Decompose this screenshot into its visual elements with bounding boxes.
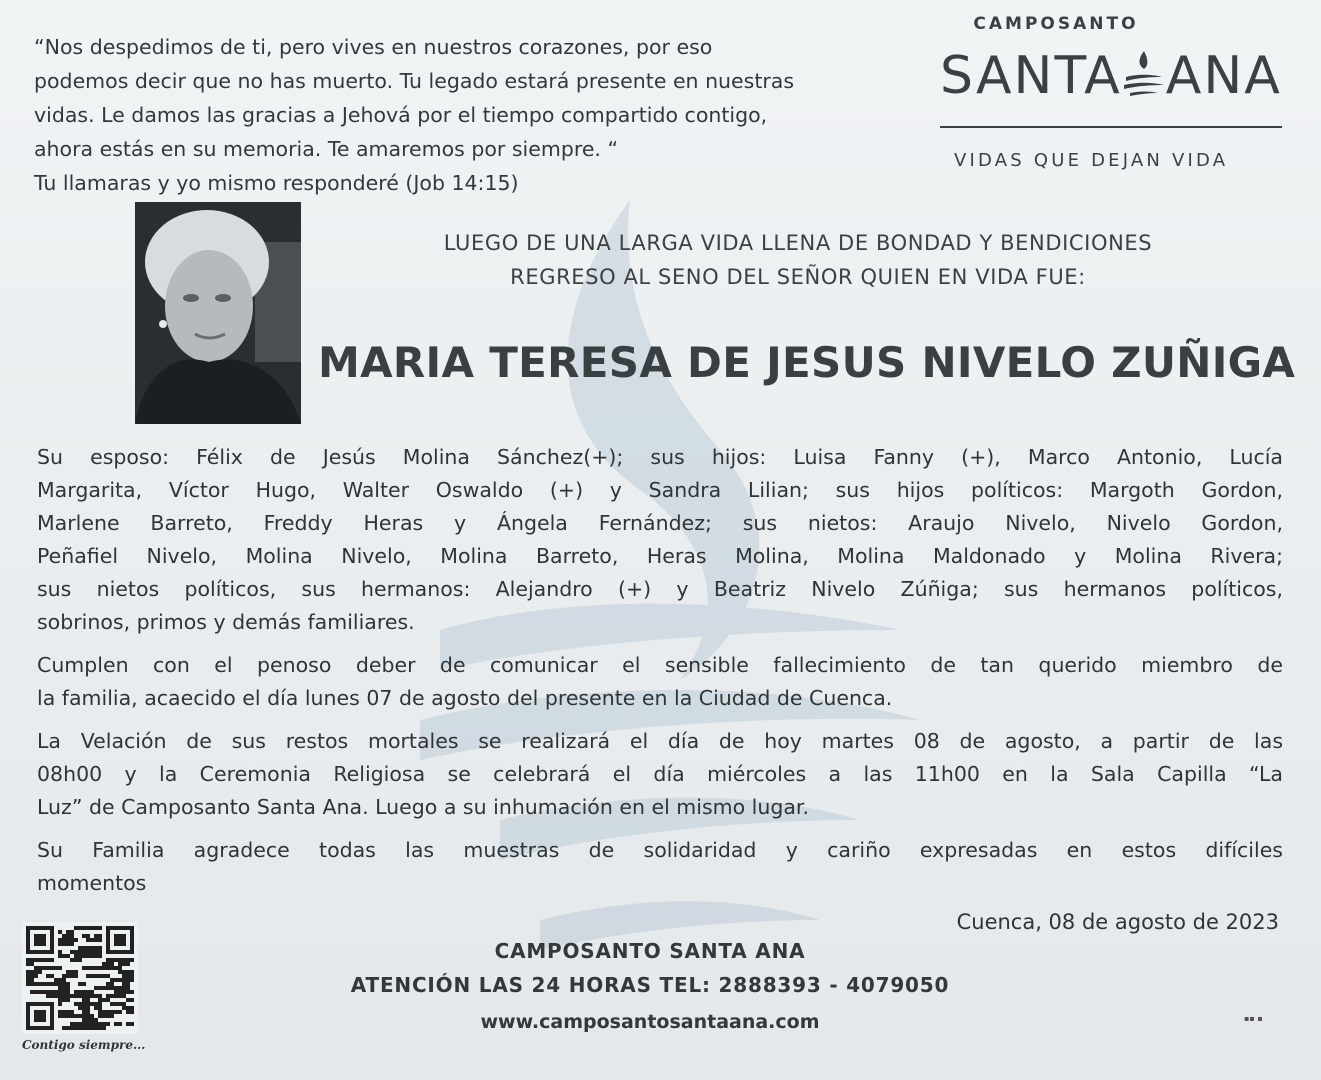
body-line: 08h00 y la Ceremonia Religiosa se celebrará el día miércoles a las 11h00 en la Sala Capilla “La <box>37 762 1283 786</box>
intro-line: REGRESO AL SENO DEL SEÑOR QUIEN EN VIDA FUE: <box>510 265 1086 289</box>
quote-line: Tu llamaras y yo mismo responderé (Job 14:15) <box>34 171 519 195</box>
logo-slogan: VIDAS QUE DEJAN VIDA <box>954 150 1229 171</box>
logo-wordmark <box>940 46 1282 106</box>
qr-caption: Contigo siempre... <box>22 1038 146 1052</box>
obituary-body <box>37 441 1283 910</box>
footer-website-link[interactable]: www.camposantosantaana.com <box>480 1011 820 1033</box>
ceremony-paragraph <box>37 725 1283 824</box>
footer-contact <box>300 934 1000 1042</box>
footer-company: CAMPOSANTO SANTA ANA <box>494 939 806 963</box>
body-line: Peñafiel Nivelo, Molina Nivelo, Molina Barreto, Heras Molina, Molina Maldonado y Molina Rivera; <box>37 544 1283 568</box>
body-line: La Velación de sus restos mortales se realizará el día de hoy martes 08 de agosto, a partir de las <box>37 729 1283 753</box>
body-line: momentos <box>37 871 147 895</box>
body-line: sus nietos políticos, sus hermanos: Alejandro (+) y Beatriz Nivelo Zúñiga; sus hermanos políticos, <box>37 577 1283 601</box>
body-line: Marlene Barreto, Freddy Heras y Ángela Fernández; sus nietos: Araujo Nivelo, Nivelo Gordon, <box>37 511 1283 535</box>
flame-icon <box>1122 47 1166 99</box>
portrait-photo <box>135 202 301 424</box>
quote-line: ahora estás en su memoria. Te amaremos por siempre. “ <box>34 137 619 161</box>
logo-small-text: CAMPOSANTO <box>973 14 1139 34</box>
body-line: Su esposo: Félix de Jesús Molina Sánchez(+); sus hijos: Luisa Fanny (+), Marco Antonio, Lucía <box>37 445 1283 469</box>
deceased-portrait <box>135 202 301 424</box>
footer-phone: ATENCIÓN LAS 24 HORAS TEL: 2888393 - 4079050 <box>350 973 950 997</box>
deceased-name: MARIA TERESA DE JESUS NIVELO ZUÑIGA <box>318 338 1296 387</box>
body-line: Cumplen con el penoso deber de comunicar el sensible fallecimiento de tan querido miembro de <box>37 653 1283 677</box>
quote-line: podemos decir que no has muerto. Tu legado estará presente en nuestras <box>34 69 795 93</box>
body-line: sobrinos, primos y demás familiares. <box>37 610 415 634</box>
quote-line: “Nos despedimos de ti, pero vives en nuestros corazones, por eso <box>34 35 713 59</box>
family-paragraph <box>37 441 1283 639</box>
logo-divider <box>940 126 1282 128</box>
logo-word-left: SANTA <box>940 46 1122 106</box>
quote-line: vidas. Le damos las gracias a Jehová por el tiempo compartido contigo, <box>34 103 768 127</box>
thanks-paragraph <box>37 834 1283 900</box>
qr-code-icon[interactable] <box>22 922 138 1034</box>
intro-line: LUEGO DE UNA LARGA VIDA LLENA DE BONDAD Y BENDICIONES <box>443 231 1153 255</box>
logo-word-right: ANA <box>1165 46 1282 106</box>
intro-heading <box>318 226 1278 294</box>
body-line: la familia, acaecido el día lunes 07 de agosto del presente en la Ciudad de Cuenca. <box>37 686 893 710</box>
print-mark: ▪▪ ▪ <box>1244 1014 1263 1023</box>
body-line: Margarita, Víctor Hugo, Walter Oswaldo (+) y Sandra Lilian; sus hijos políticos: Margoth Gordon, <box>37 478 1283 502</box>
announcement-paragraph <box>37 649 1283 715</box>
body-line: Su Familia agradece todas las muestras de solidaridad y cariño expresadas en estos difíciles <box>37 838 1283 862</box>
memorial-quote <box>34 30 934 200</box>
camposanto-logo <box>930 14 1300 184</box>
body-line: Luz” de Camposanto Santa Ana. Luego a su inhumación en el mismo lugar. <box>37 795 809 819</box>
place-date: Cuenca, 08 de agosto de 2023 <box>956 910 1279 934</box>
